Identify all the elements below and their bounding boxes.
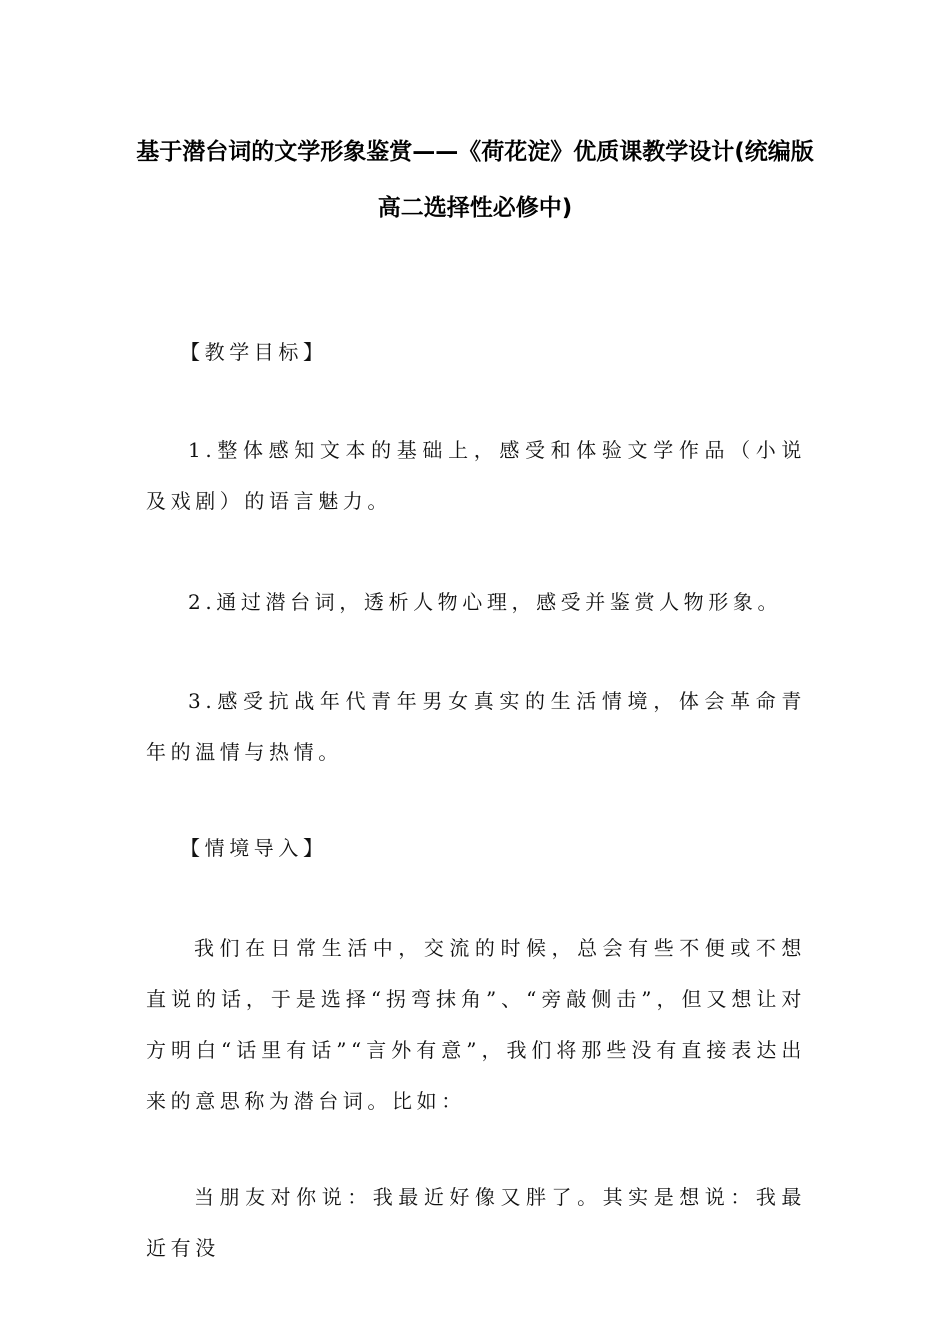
objective-item-1: 1.整体感知文本的基础上，感受和体验文学作品（小说及戏剧）的语言魅力。: [146, 438, 806, 513]
intro-paragraph-1: 我们在日常生活中，交流的时候，总会有些不便或不想直说的话，于是选择“拐弯抹角”、“旁敲侧击”，但又想让对方明白“话里有话”“言外有意”，我们将那些没有直接表达出来的意思称为潜台词。比如：: [146, 936, 806, 1113]
section-heading-intro: 【情境导入】: [180, 836, 328, 860]
objective-item-3: 3.感受抗战年代青年男女真实的生活情境，体会革命青年的温情与热情。: [146, 689, 806, 764]
title-line-1: 基于潜台词的文学形象鉴赏——《荷花淀》优质课教学设计(统编版: [136, 139, 814, 165]
document-title: [120, 124, 830, 236]
objective-item-2: 2.通过潜台词，透析人物心理，感受并鉴赏人物形象。: [188, 590, 783, 614]
intro-paragraph-2: 当朋友对你说：我最近好像又胖了。其实是想说：我最近有没: [146, 1185, 806, 1260]
title-line-2: 高二选择性必修中): [377, 195, 573, 221]
section-heading-objectives: 【教学目标】: [180, 340, 328, 364]
